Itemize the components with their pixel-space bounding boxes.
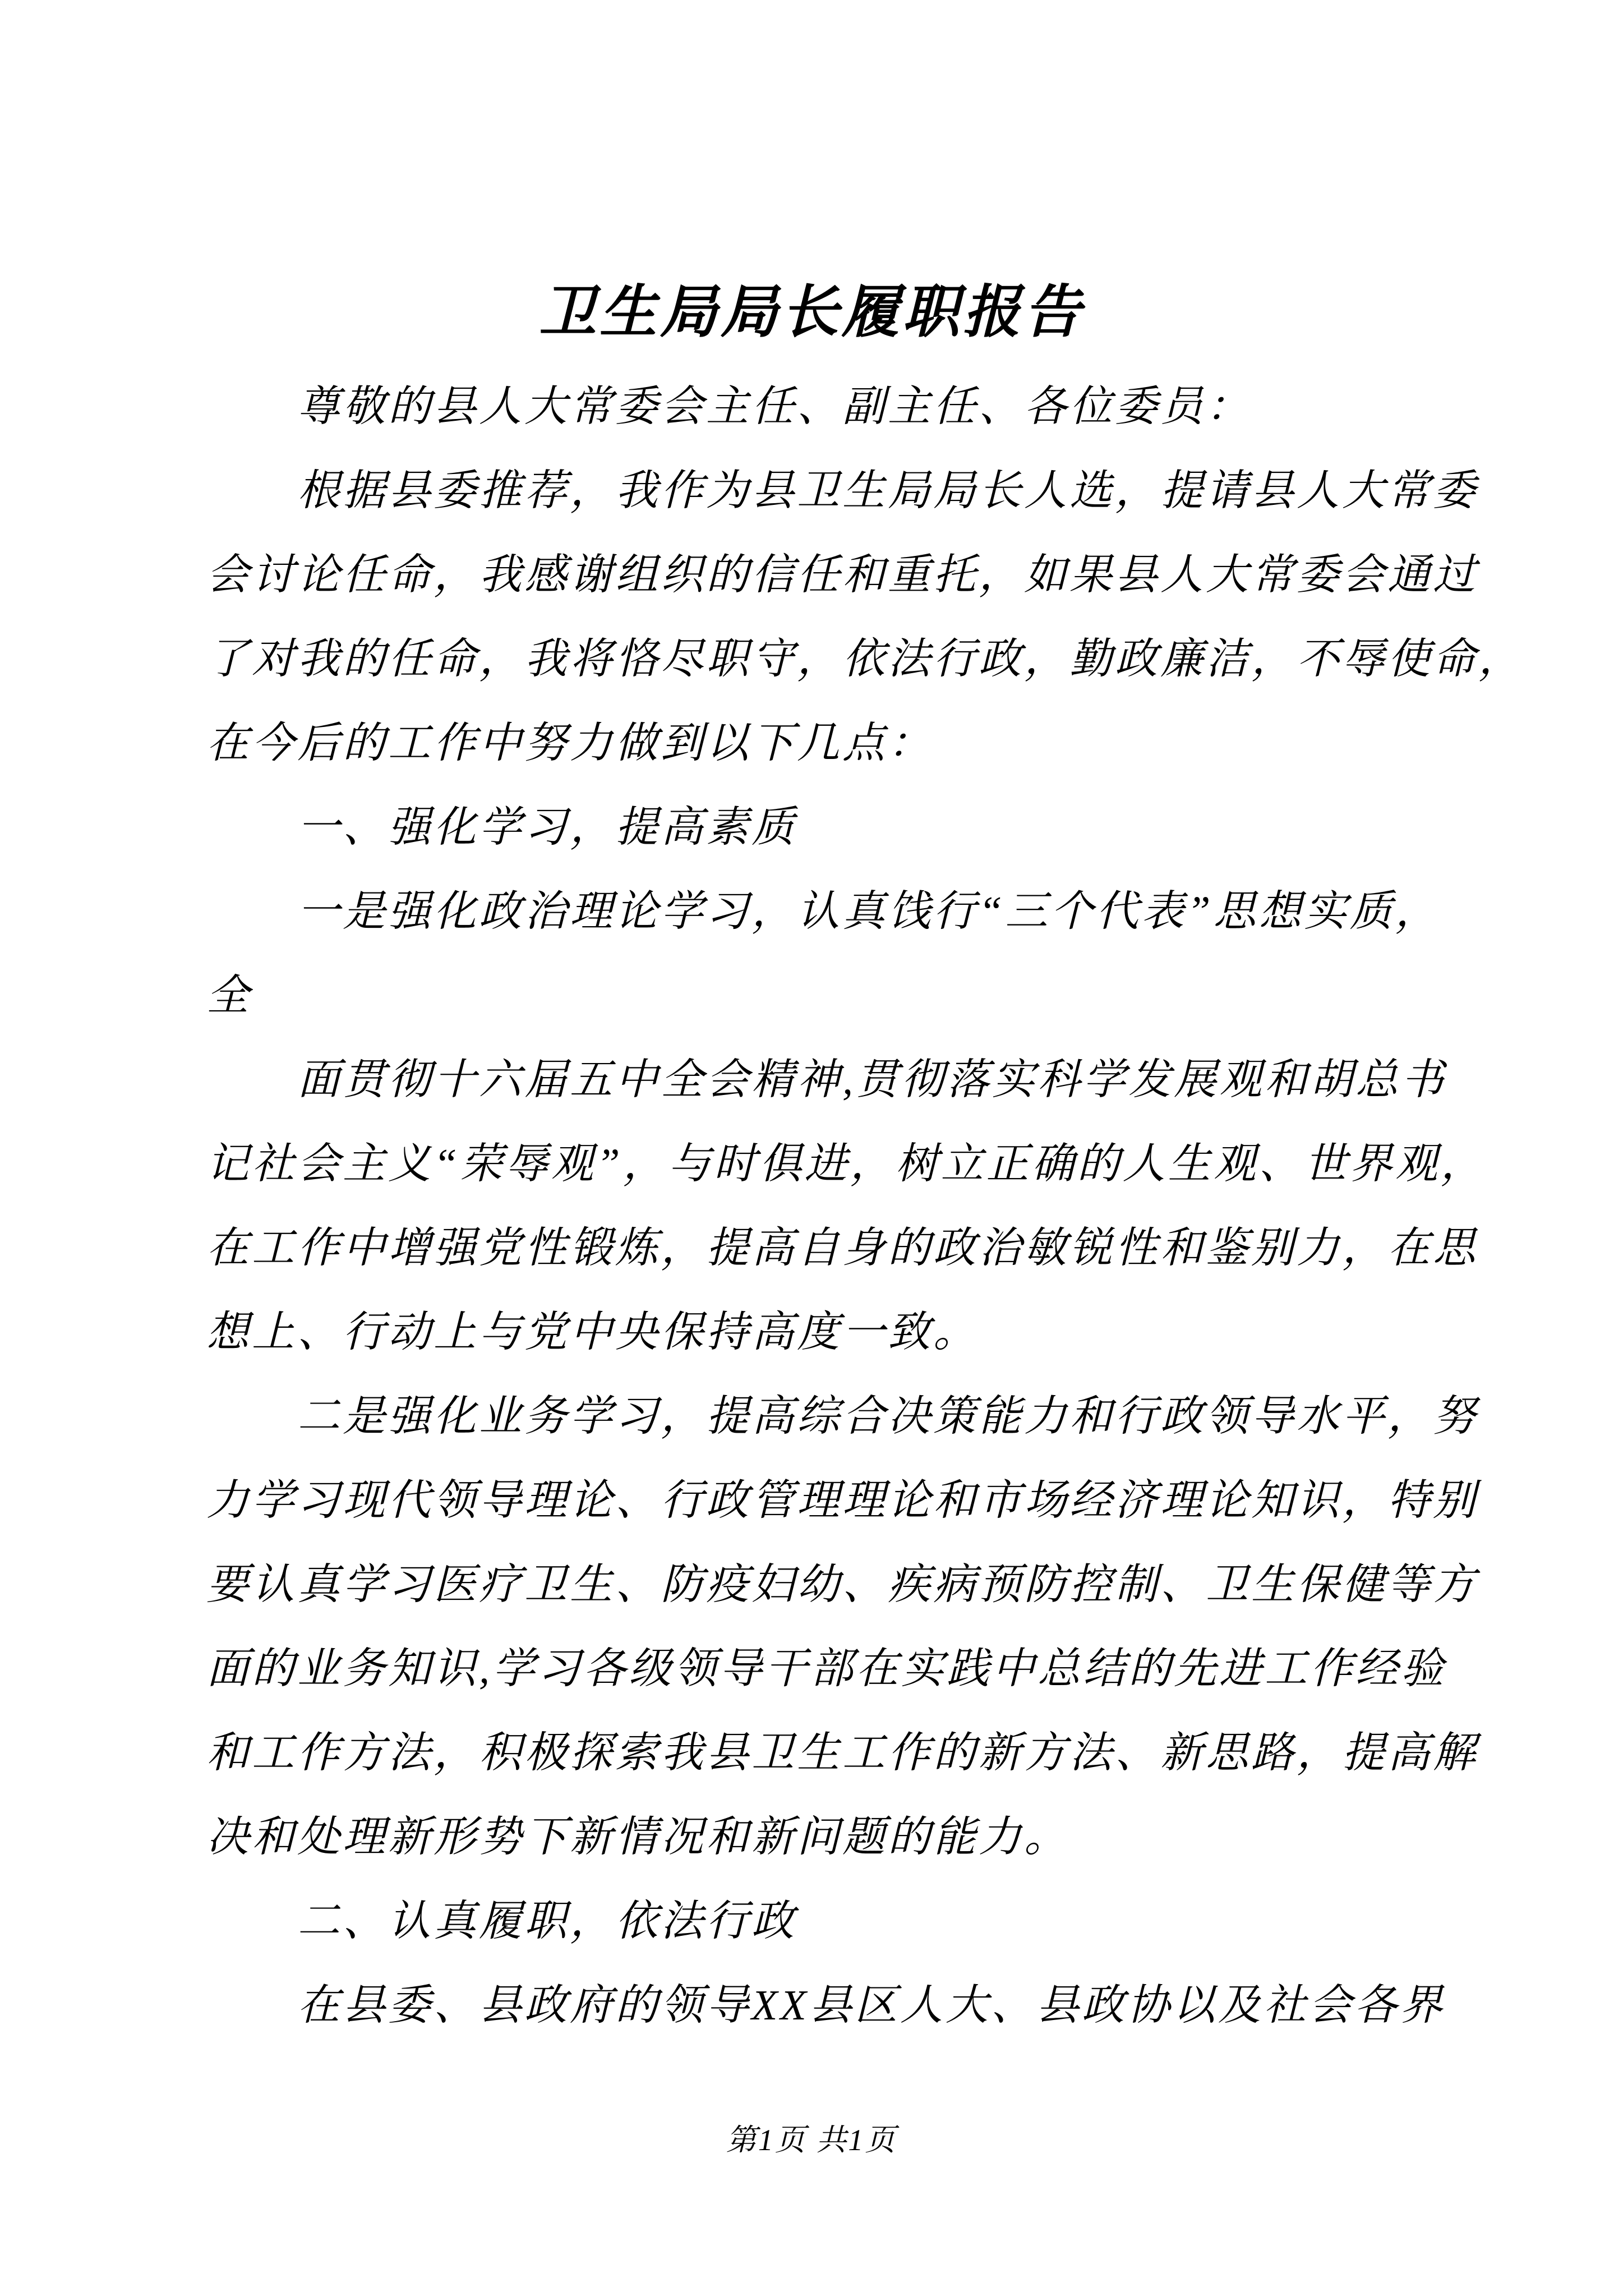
body-line: 尊敬的县人大常委会主任、副主任、各位委员： [297,383,1251,430]
body-line: 一、强化学习，提高素质 [297,804,797,851]
body-line: 和工作方法，积极探索我县卫生工作的新方法、新思路，提高解 [206,1729,1478,1777]
body-line: 在工作中增强党性锻炼，提高自身的政治敏锐性和鉴别力，在思 [206,1225,1478,1272]
body-line: 一是强化政治理论学习，认真饯行“三个代表”思想实质， [297,888,1441,935]
body-line: 根据县委推荐，我作为县卫生局局长人选，提请县人大常委 [297,467,1478,514]
body-line: 面贯彻十六届五中全会精神,贯彻落实科学发展观和胡总书 [297,1056,1446,1103]
body-line: 在县委、县政府的领导XX县区人大、县政协以及社会各界 [297,1982,1445,2029]
body-line: 面的业务知识,学习各级领导干部在实践中总结的先进工作经验 [206,1645,1446,1692]
body-line: 在今后的工作中努力做到以下几点： [206,720,933,767]
body-line: 会讨论任命，我感谢组织的信任和重托，如果县人大常委会通过 [206,551,1478,599]
page-footer: 第1页 共1页 [726,2123,897,2157]
body-line: 想上、行动上与党中央保持高度一致。 [206,1309,979,1356]
body-line: 要认真学习医疗卫生、防疫妇幼、疾病预防控制、卫生保健等方 [206,1561,1478,1608]
body-line: 力学习现代领导理论、行政管理理论和市场经济理论知识，特别 [206,1477,1478,1524]
body-line: 记社会主义“荣辱观”，与时俱进，树立正确的人生观、世界观， [206,1140,1486,1188]
body-line: 了对我的任命，我将恪尽职守，依法行政，勤政廉洁，不辱使命， [206,636,1524,683]
body-line: 决和处理新形势下新情况和新问题的能力。 [206,1814,1069,1861]
document-title: 卫生局局长履职报告 [539,281,1084,344]
document-body [0,365,1623,2047]
body-line: 二、认真履职，依法行政 [297,1898,797,1945]
body-line: 全 [206,972,252,1019]
body-line: 二是强化业务学习，提高综合决策能力和行政领导水平，努 [297,1393,1478,1440]
